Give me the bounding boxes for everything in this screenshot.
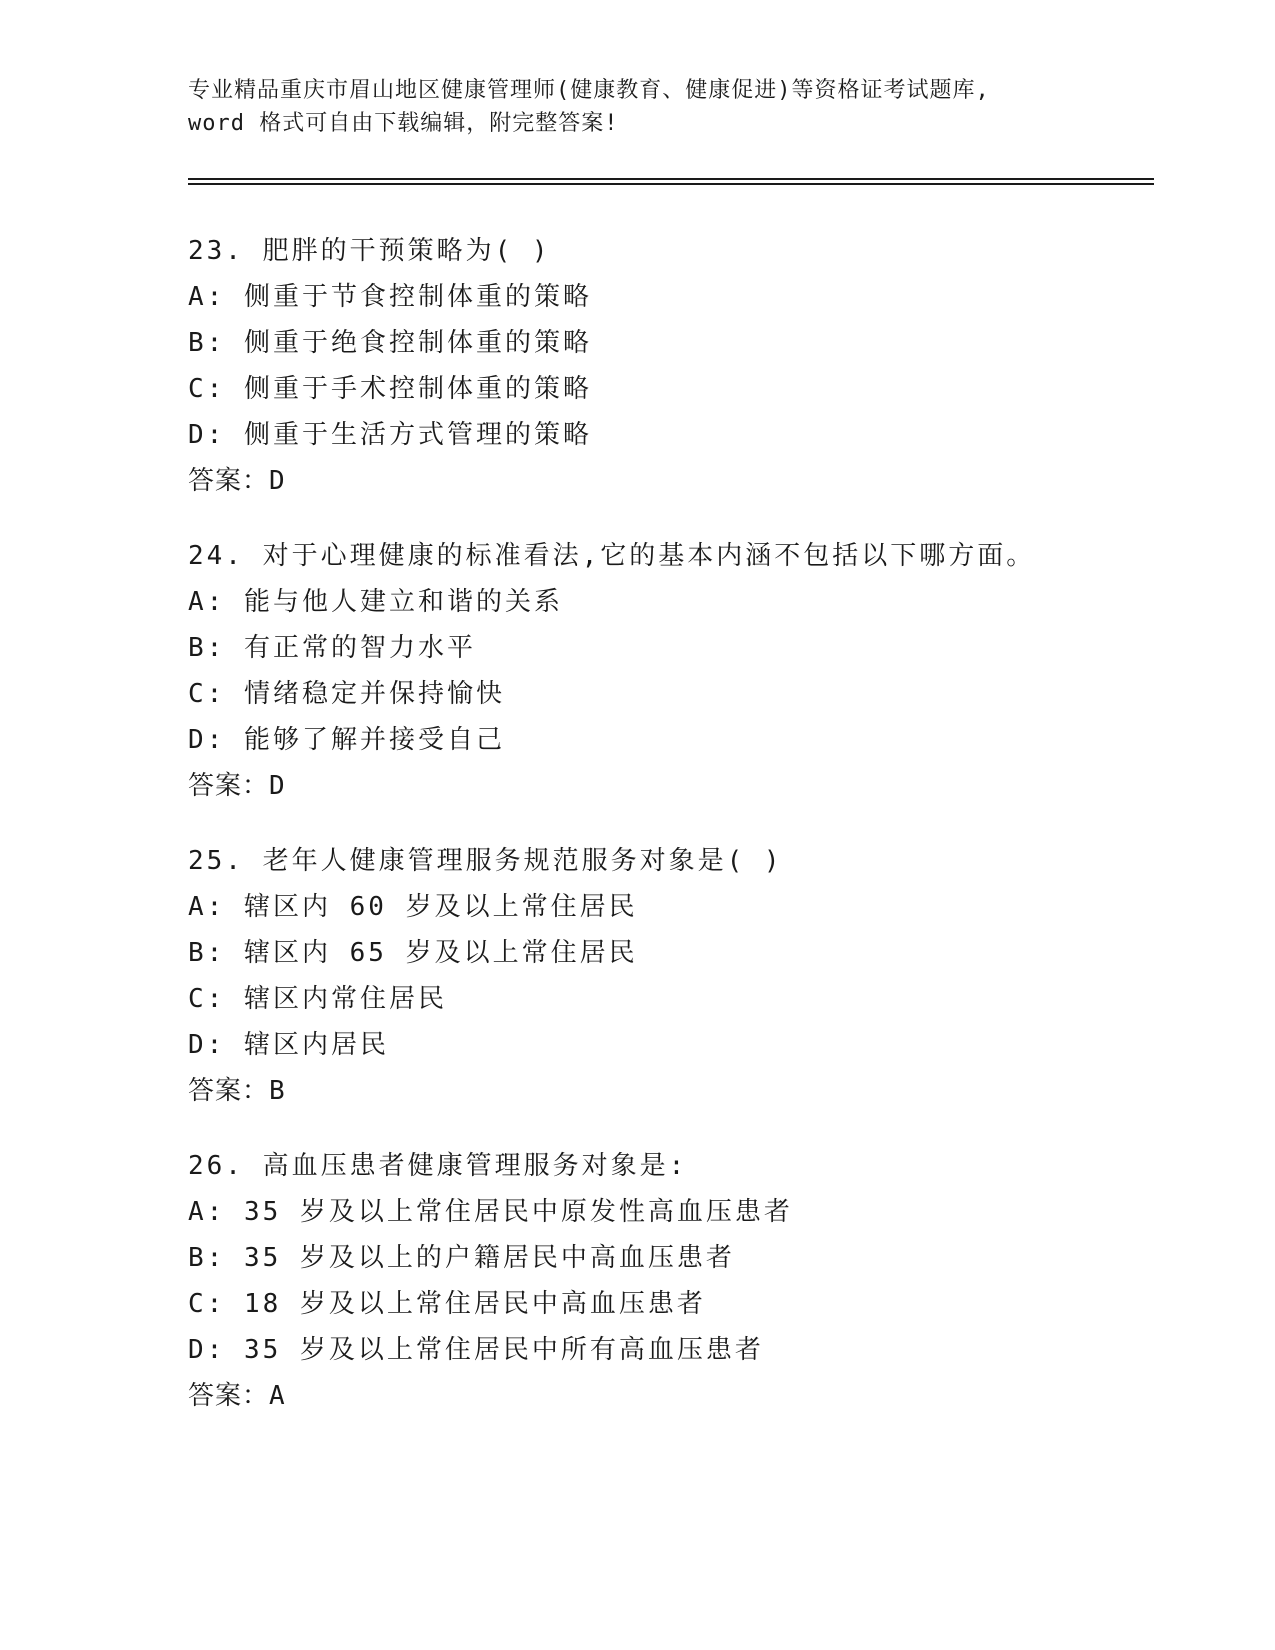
- option-d: D: 能够了解并接受自己: [188, 725, 505, 755]
- option-d: D: 35 岁及以上常住居民中所有高血压患者: [188, 1335, 764, 1365]
- header-divider-bottom: [188, 183, 1154, 185]
- question-item: [188, 1143, 1148, 1419]
- answer-value: B: [269, 1076, 285, 1106]
- question-stem: 23. 肥胖的干预策略为( ): [188, 236, 551, 266]
- question-item: [188, 228, 1148, 504]
- question-stem: 25. 老年人健康管理服务规范服务对象是( ): [188, 846, 783, 876]
- option-c: C: 辖区内常住居民: [188, 984, 447, 1014]
- option-d: D: 辖区内居民: [188, 1030, 389, 1060]
- answer-line: [188, 458, 1148, 504]
- answer-value: D: [269, 466, 285, 496]
- option-c: C: 18 岁及以上常住居民中高血压患者: [188, 1289, 706, 1319]
- option-b: B: 35 岁及以上的户籍居民中高血压患者: [188, 1243, 735, 1273]
- answer-label: 答案：: [188, 466, 270, 496]
- option-b: B: 有正常的智力水平: [188, 633, 476, 663]
- option-b: B: 侧重于绝食控制体重的策略: [188, 328, 592, 358]
- answer-label: 答案：: [188, 1381, 270, 1411]
- answer-line: [188, 763, 1148, 809]
- answer-value: A: [269, 1381, 285, 1411]
- question-stem: 26. 高血压患者健康管理服务对象是:: [188, 1151, 688, 1181]
- question-item: [188, 533, 1148, 809]
- option-a: A: 侧重于节食控制体重的策略: [188, 282, 592, 312]
- header-line-2: word 格式可自由下载编辑，附完整答案!: [188, 111, 619, 136]
- header-divider-top: [188, 178, 1154, 180]
- answer-label: 答案：: [188, 771, 270, 801]
- answer-label: 答案：: [188, 1076, 270, 1106]
- header-line-1: 专业精品重庆市眉山地区健康管理师(健康教育、健康促进)等资格证考试题库,: [188, 78, 990, 103]
- question-item: [188, 838, 1148, 1114]
- answer-line: [188, 1068, 1148, 1114]
- question-stem: 24. 对于心理健康的标准看法,它的基本内涵不包括以下哪方面。: [188, 541, 1036, 571]
- document-header: [188, 74, 1088, 140]
- option-b: B: 辖区内 65 岁及以上常住居民: [188, 938, 638, 968]
- question-list: [188, 228, 1148, 1448]
- option-a: A: 能与他人建立和谐的关系: [188, 587, 563, 617]
- option-a: A: 辖区内 60 岁及以上常住居民: [188, 892, 638, 922]
- option-c: C: 情绪稳定并保持愉快: [188, 679, 505, 709]
- option-c: C: 侧重于手术控制体重的策略: [188, 374, 592, 404]
- answer-line: [188, 1373, 1148, 1419]
- answer-value: D: [269, 771, 285, 801]
- option-a: A: 35 岁及以上常住居民中原发性高血压患者: [188, 1197, 793, 1227]
- option-d: D: 侧重于生活方式管理的策略: [188, 420, 592, 450]
